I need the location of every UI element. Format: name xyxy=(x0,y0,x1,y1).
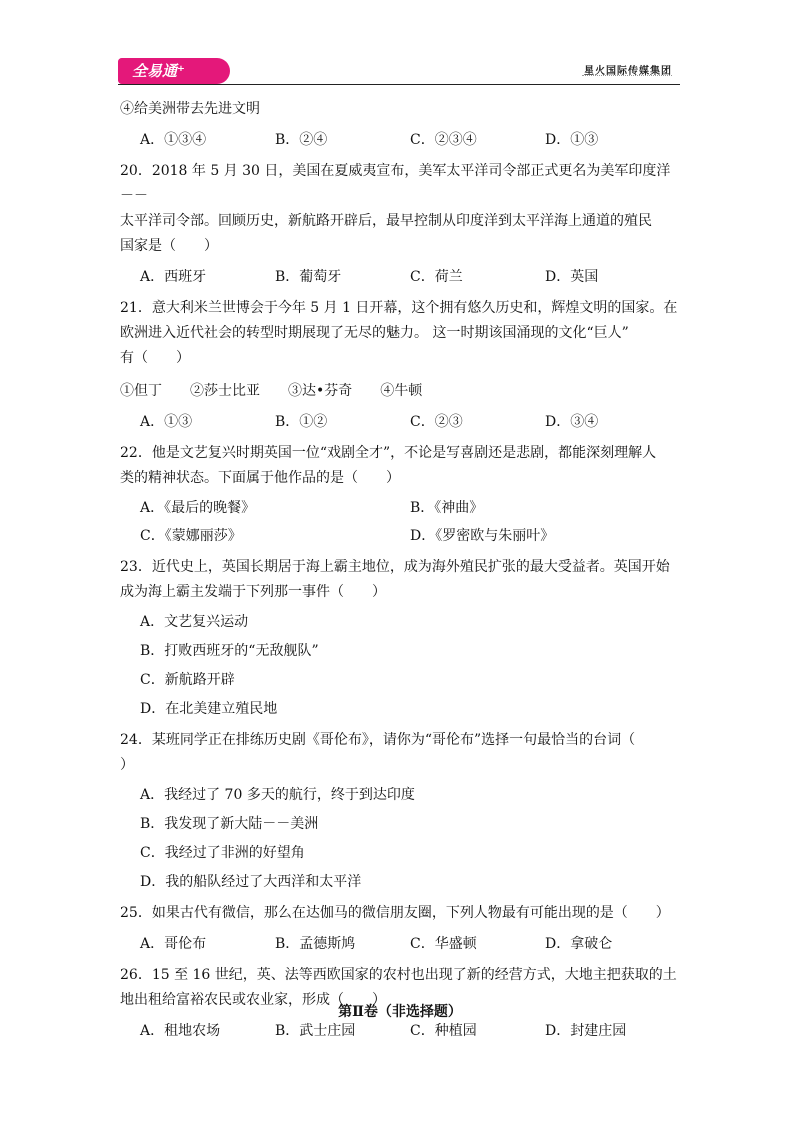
question-content xyxy=(120,97,680,1050)
section-title: 第Ⅱ卷（非选择题） xyxy=(338,1004,462,1020)
option: B．武士庄园 xyxy=(275,1023,356,1039)
option: B．②④ xyxy=(275,132,328,148)
options xyxy=(140,933,680,955)
question-text: 20．2018 年 5 月 30 日，美国在夏威夷宣布，美军太平洋司令部正式更名为美军印度洋－－ xyxy=(120,163,671,204)
option: D．封建庄园 xyxy=(545,1023,627,1039)
options xyxy=(140,1020,680,1042)
option: C．新航路开辟 xyxy=(140,672,235,688)
option: A．我经过了 70 多天的航行，终于到达印度 xyxy=(140,787,415,803)
question-text: 21．意大利米兰世博会于今年 5 月 1 日开幕，这个拥有悠久历史和，辉煌文明的国家。在 xyxy=(120,300,678,316)
question-text: 25．如果古代有微信，那么在达伽马的微信朋友圈，下列人物最有可能出现的是（ ） xyxy=(120,905,670,921)
question-text: 22．他是文艺复兴时期英国一位“戏剧全才”，不论是写喜剧还是悲剧，都能深刻理解人 xyxy=(120,445,657,461)
option: B．葡萄牙 xyxy=(275,269,342,285)
brand-name: 星火国际传媒集团 xyxy=(584,66,672,77)
option: C．②③ xyxy=(410,414,463,430)
option: B．①② xyxy=(275,414,328,430)
question-text: 有（ ） xyxy=(120,350,190,366)
options xyxy=(140,525,680,547)
option: A．《最后的晚餐》 xyxy=(140,500,256,516)
question-25 xyxy=(120,901,680,955)
header-divider xyxy=(118,84,680,85)
question-text: 欧洲进入近代社会的转型时期展现了无尽的魅力。 这一时期该国涌现的文化“巨人” xyxy=(120,325,629,341)
option: C．我经过了非洲的好望角 xyxy=(140,845,305,861)
options xyxy=(140,266,680,288)
question-text: ） xyxy=(120,757,134,773)
option: D．英国 xyxy=(545,269,599,285)
option: A．①③④ xyxy=(140,132,207,148)
question-text: 太平洋司令部。回顾历史，新航路开辟后，最早控制从印度洋到太平洋海上通道的殖民 xyxy=(120,213,652,229)
option: B．打败西班牙的“无敌舰队” xyxy=(140,643,319,659)
option: A．租地农场 xyxy=(140,1023,221,1039)
option: C．②③④ xyxy=(410,132,477,148)
question-21 xyxy=(120,296,680,433)
question-23 xyxy=(120,555,680,720)
option: C．《蒙娜丽莎》 xyxy=(140,528,242,544)
option: A．①③ xyxy=(140,414,193,430)
question-text: 地出租给富裕农民或农业家，形成（ ） xyxy=(120,992,386,1008)
question-items: ①但丁 ②莎士比亚 ③达•芬奇 ④牛顿 xyxy=(120,383,423,399)
option: B．孟德斯鸠 xyxy=(275,936,356,952)
top-options xyxy=(140,129,680,151)
option: A．文艺复兴运动 xyxy=(140,614,249,630)
top-item: ④给美洲带去先进文明 xyxy=(120,101,260,117)
option: D．拿破仑 xyxy=(545,936,613,952)
options xyxy=(140,497,680,519)
option: D．《罗密欧与朱丽叶》 xyxy=(410,528,555,544)
options xyxy=(140,411,680,433)
option: D．①③ xyxy=(545,132,599,148)
option: C．种植园 xyxy=(410,1023,477,1039)
question-text: 类的精神状态。下面属于他作品的是（ ） xyxy=(120,470,400,486)
question-text: 24．某班同学正在排练历史剧《哥伦布》，请你为“哥伦布”选择一句最恰当的台词（ xyxy=(120,732,636,748)
question-24 xyxy=(120,728,680,893)
question-text: 23．近代史上，英国长期居于海上霸主地位，成为海外殖民扩张的最大受益者。英国开始 xyxy=(120,559,670,575)
brand-underline xyxy=(582,75,672,79)
option: B．《神曲》 xyxy=(410,500,484,516)
question-22 xyxy=(120,441,680,547)
question-text: 26．15 至 16 世纪，英、法等西欧国家的农村也出现了新的经营方式，大地主把获取的土 xyxy=(120,967,677,983)
option: C．荷兰 xyxy=(410,269,463,285)
option: B．我发现了新大陆－－美洲 xyxy=(140,816,319,832)
option: D．③④ xyxy=(545,414,599,430)
question-20 xyxy=(120,159,680,288)
option: D．我的船队经过了大西洋和太平洋 xyxy=(140,874,362,890)
option: A．西班牙 xyxy=(140,269,207,285)
logo: 全易通⁺ xyxy=(118,58,230,84)
page-header xyxy=(118,55,680,91)
question-text: 国家是（ ） xyxy=(120,238,218,254)
question-text: 成为海上霸主发端于下列那一事件（ ） xyxy=(120,584,386,600)
option: D．在北美建立殖民地 xyxy=(140,701,278,717)
option: A．哥伦布 xyxy=(140,936,207,952)
option: C．华盛顿 xyxy=(410,936,477,952)
